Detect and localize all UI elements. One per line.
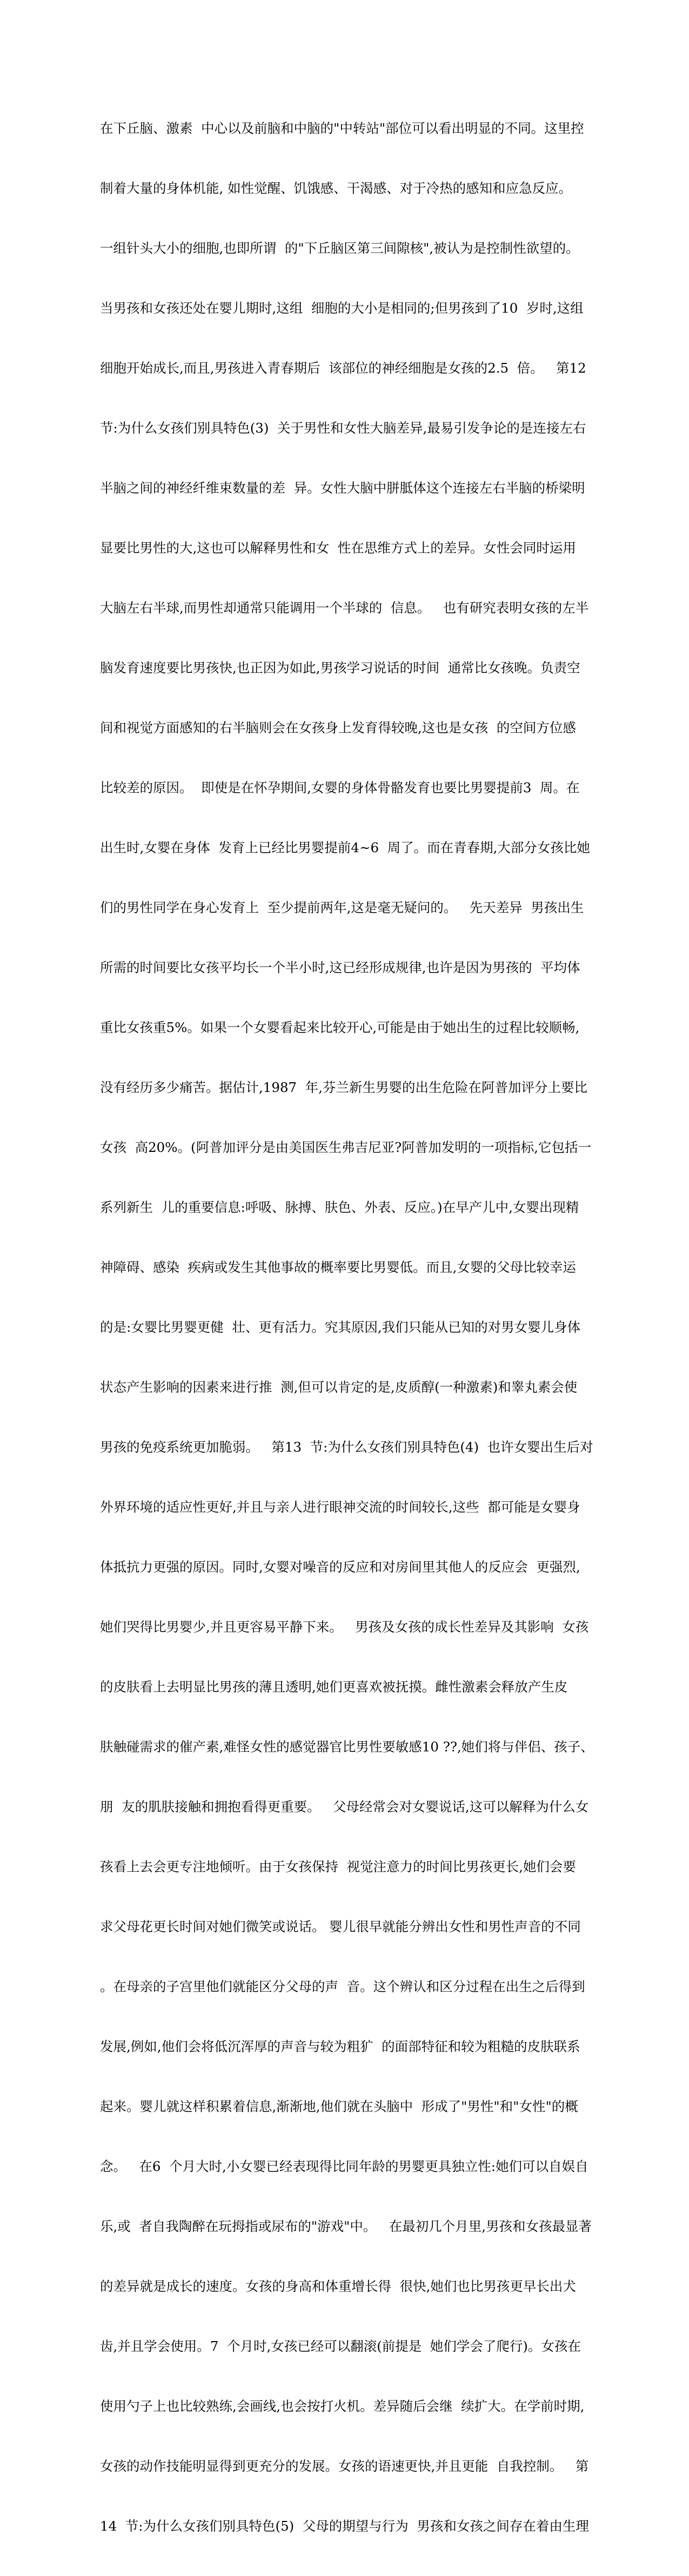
- text-line: 间和视觉方面感知的右半脑则会在女孩身上发育得较晚,这也是女孩 的空间方位感: [100, 720, 576, 736]
- text-line: 细胞开始成长,而且,男孩进入青春期后 该部位的神经细胞是女孩的2.5 倍。 第12: [100, 360, 586, 376]
- text-line: 节:为什么女孩们别具特色(3) 关于男性和女性大脑差异,最易引发争论的是连接左右: [100, 420, 586, 436]
- text-line: 的皮肤看上去明显比男孩的薄且透明,她们更喜欢被抚摸。雌性激素会释放产生皮: [100, 1679, 568, 1695]
- text-line: 神障碍、感染 疾病或发生其他事故的概率要比男婴低。而且,女婴的父母比较幸运: [100, 1259, 576, 1275]
- text-line: 求父母花更长时间对她们微笑或说话。 婴儿很早就能分辨出女性和男性声音的不同: [100, 1919, 581, 1934]
- text-line: 体抵抗力更强的原因。同时,女婴对噪音的反应和对房间里其他人的反应会 更强烈,: [100, 1559, 580, 1575]
- body-text: [100, 78, 594, 2576]
- text-line: 使用勺子上也比较熟练,会画线,也会按打火机。差异随后会继 续扩大。在学前时期,: [100, 2398, 585, 2414]
- text-line: 她们哭得比男婴少,并且更容易平静下来。 男孩及女孩的成长性差异及其影响 女孩: [100, 1619, 589, 1635]
- text-line: 们的男性同学在身心发育上 至少提前两年,这是毫无疑问的。 先天差异 男孩出生: [100, 900, 584, 915]
- text-line: 的是:女婴比男婴更健 壮、更有活力。究其原因,我们只能从已知的对男女婴儿身体: [100, 1319, 581, 1335]
- text-line: 乐,或 者自我陶醉在玩拇指或尿布的"游戏"中。 在最初几个月里,男孩和女孩最显著: [100, 2218, 592, 2234]
- text-line: 齿,并且学会使用。7 个月时,女孩已经可以翻滚(前提是 她们学会了爬行)。女孩在: [100, 2338, 581, 2354]
- text-line: 朋 友的肌肤接触和拥抱看得更重要。 父母经常会对女婴说话,这可以解释为什么女: [100, 1799, 589, 1815]
- text-line: 念。 在6 个月大时,小女婴已经表现得比同年龄的男婴更具独立性:她们可以自娱自: [100, 2159, 588, 2174]
- text-line: 出生时,女婴在身体 发育上已经比男婴提前4~6 周了。而在青春期,大部分女孩比她: [100, 840, 590, 855]
- text-line: 的差异就是成长的速度。女孩的身高和体重增长得 很快,她们也比男孩更早长出犬: [100, 2278, 576, 2294]
- text-line: 显要比男性的大,这也可以解释男性和女 性在思维方式上的差异。女性会同时运用: [100, 540, 576, 556]
- text-line: 孩看上去会更专注地倾听。由于女孩保持 视觉注意力的时间比男孩更长,她们会要: [100, 1859, 576, 1874]
- text-line: 14 节:为什么女孩们别具特色(5) 父母的期望与行为 男孩和女孩之间存在着由生理: [100, 2518, 589, 2534]
- text-line: 女孩 高20%。(阿普加评分是由美国医生弗吉尼亚?阿普加发明的一项指标,它包括一: [100, 1139, 592, 1155]
- text-line: 当男孩和女孩还处在婴儿期时,这组 细胞的大小是相同的;但男孩到了10 岁时,这组: [100, 300, 584, 316]
- text-line: 制着大量的身体机能, 如性觉醒、饥饿感、干渴感、对于冷热的感知和应急反应。: [100, 180, 572, 196]
- text-line: 。在母亲的子宫里他们就能区分父母的声 音。这个辨认和区分过程在出生之后得到: [100, 1979, 585, 1994]
- text-line: 半脑之间的神经纤维束数量的差 异。女性大脑中胼胝体这个连接左右半脑的桥梁明: [100, 480, 585, 496]
- text-line: 肤触碰需求的催产素,难怪女性的感觉器官比男性要敏感10 ??,她们将与伴侣、孩子、: [100, 1739, 594, 1755]
- text-line: 大脑左右半球,而男性却通常只能调用一个半球的 信息。 也有研究表明女孩的左半: [100, 600, 589, 616]
- text-line: 外界环境的适应性更好,并且与亲人进行眼神交流的时间较长,这些 都可能是女婴身: [100, 1499, 580, 1515]
- text-line: 脑发育速度要比男孩快,也正因为如此,男孩学习说话的时间 通常比女孩晚。负责空: [100, 660, 580, 676]
- text-line: 系列新生 儿的重要信息:呼吸、脉搏、肤色、外表、反应。)在早产儿中,女婴出现精: [100, 1199, 579, 1215]
- text-line: 发展,例如,他们会将低沉浑厚的声音与较为粗犷 的面部特征和较为粗糙的皮肤联系: [100, 2039, 580, 2054]
- text-line: 男孩的免疫系统更加脆弱。 第13 节:为什么女孩们别具特色(4) 也许女婴出生后对: [100, 1439, 593, 1455]
- text-line: 重比女孩重5%。如果一个女婴看起来比较开心,可能是由于她出生的过程比较顺畅,: [100, 1020, 580, 1035]
- text-line: 一组针头大小的细胞,也即所谓 的"下丘脑区第三间隙核",被认为是控制性欲望的。: [100, 240, 579, 256]
- text-line: 起来。婴儿就这样积累着信息,渐渐地,他们就在头脑中 形成了"男性"和"女性"的概: [100, 2099, 578, 2114]
- text-line: 所需的时间要比女孩平均长一个半小时,这已经形成规律,也许是因为男孩的 平均体: [100, 960, 580, 975]
- text-line: 女孩的动作技能明显得到更充分的发展。女孩的语速更快,并且更能 自我控制。 第: [100, 2458, 589, 2474]
- text-line: 比较差的原因。 即使是在怀孕期间,女婴的身体骨骼发育也要比男婴提前3 周。在: [100, 780, 580, 795]
- text-line: 状态产生影响的因素来进行推 测,但可以肯定的是,皮质醇(一种激素)和睾丸素会使: [100, 1379, 578, 1395]
- text-line: 在下丘脑、激素 中心以及前脑和中脑的"中转站"部位可以看出明显的不同。这里控: [100, 120, 584, 136]
- text-line: 没有经历多少痛苦。据估计,1987 年,芬兰新生男婴的出生危险在阿普加评分上要比: [100, 1080, 587, 1095]
